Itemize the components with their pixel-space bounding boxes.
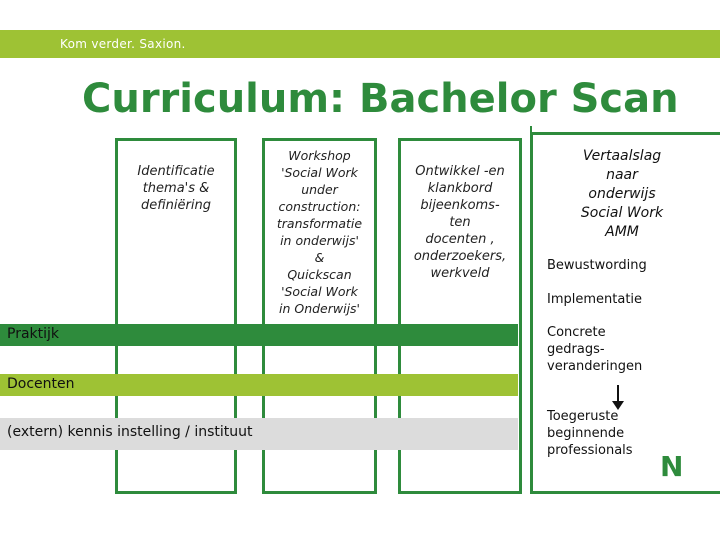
column-identificatie-text: Identificatie thema's & definiëring [137,164,215,213]
right-item-gedragsveranderingen: Concrete gedrags- veranderingen [547,325,643,374]
column-workshop-text: Workshop 'Social Work under construction: transformatie in onderwijs' & Quickscan 'Social Work in Onderwijs' [276,148,363,316]
right-item-professionals: Toegeruste beginnende professionals [547,409,633,458]
band-docenten-label: Docenten [7,376,75,392]
band-kennis [0,418,518,450]
right-item-implementatie: Implementatie [547,292,643,307]
right-panel [530,132,720,494]
right-item-bewustwording: Bewustwording [547,258,647,273]
band-praktijk-label: Praktijk [7,326,60,342]
column-ontwikkel-text: Ontwikkel -en klankbord bijeenkoms- ten docenten , onderzoekers, werkveld [413,164,507,281]
right-panel-title: Vertaalslag naar onderwijs Social Work AMM [580,148,664,240]
logo-fragment: N [660,450,684,483]
slide-title: Curriculum: Bachelor Scan [82,76,679,122]
band-docenten [0,374,518,396]
band-praktijk [0,324,518,346]
band-kennis-label: (extern) kennis instelling / instituut [7,424,253,440]
tagline: Kom verder. Saxion. [60,37,186,51]
top-banner [0,30,720,58]
